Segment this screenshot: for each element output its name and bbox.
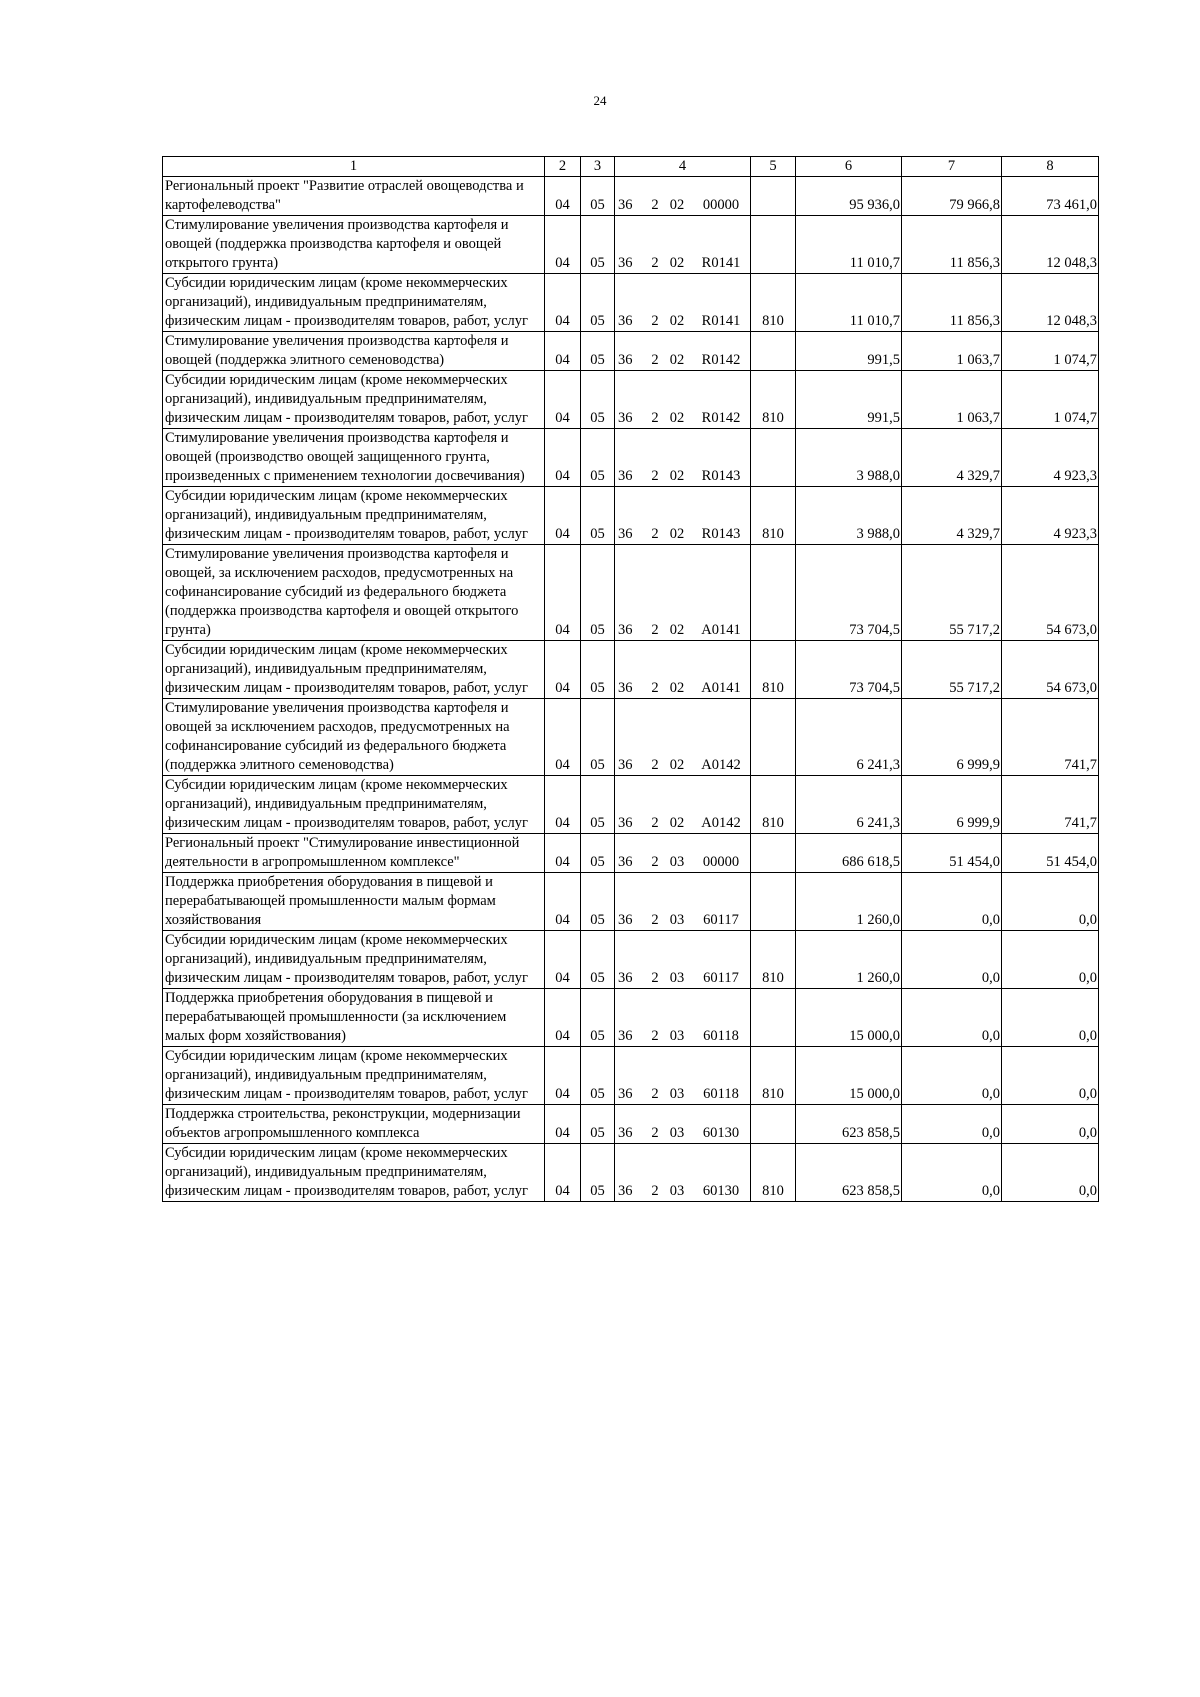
target-article-code	[615, 216, 751, 274]
project-code: 02	[669, 526, 685, 542]
subprogram-code: 2	[651, 313, 659, 329]
section-code: 04	[545, 487, 581, 545]
project-code: 02	[669, 352, 685, 368]
direction-code: А0142	[701, 815, 741, 831]
row-name: Стимулирование увеличения производства картофеля и овощей (производство овощей защищенного грунта, произведенных с применением технологии досвечивания)	[163, 429, 545, 487]
subsection-code: 05	[581, 1144, 615, 1202]
subprogram-code: 2	[651, 526, 659, 542]
subprogram-code: 2	[651, 912, 659, 928]
amount-year-3: 0,0	[1002, 931, 1099, 989]
program-code: 36	[618, 854, 633, 870]
amount-year-3: 54 673,0	[1002, 641, 1099, 699]
direction-code: 60117	[703, 970, 739, 986]
target-article-code	[615, 332, 751, 371]
direction-code: 60118	[703, 1086, 739, 1102]
project-code: 03	[669, 970, 685, 986]
subsection-code: 05	[581, 545, 615, 641]
table-row	[163, 989, 1099, 1047]
direction-code: R0141	[701, 313, 741, 329]
row-name: Поддержка приобретения оборудования в пищевой и перерабатывающей промышленности малым формам хозяйствования	[163, 873, 545, 931]
row-name: Поддержка строительства, реконструкции, модернизации объектов агропромышленного комплекса	[163, 1105, 545, 1144]
project-code: 02	[669, 680, 685, 696]
subprogram-code: 2	[651, 854, 659, 870]
section-code: 04	[545, 776, 581, 834]
program-code: 36	[618, 468, 633, 484]
amount-year-2: 4 329,7	[902, 429, 1002, 487]
amount-year-1: 3 988,0	[796, 429, 902, 487]
subsection-code: 05	[581, 873, 615, 931]
project-code: 02	[669, 815, 685, 831]
expense-type-code: 810	[751, 776, 796, 834]
amount-year-3: 12 048,3	[1002, 216, 1099, 274]
expense-type-code: 810	[751, 487, 796, 545]
amount-year-2: 0,0	[902, 1047, 1002, 1105]
direction-code: 60130	[702, 1125, 740, 1141]
subsection-code: 05	[581, 699, 615, 776]
amount-year-3: 12 048,3	[1002, 274, 1099, 332]
column-header: 3	[581, 157, 615, 177]
expense-type-code	[751, 989, 796, 1047]
section-code: 04	[545, 1144, 581, 1202]
table-row	[163, 487, 1099, 545]
row-name: Субсидии юридическим лицам (кроме некоммерческих организаций), индивидуальным предпринимателям, физическим лицам - производителям товаров, работ, услуг	[163, 641, 545, 699]
amount-year-3: 741,7	[1002, 699, 1099, 776]
project-code: 02	[669, 255, 685, 271]
table-row	[163, 332, 1099, 371]
amount-year-3: 4 923,3	[1002, 487, 1099, 545]
amount-year-2: 0,0	[902, 931, 1002, 989]
row-name: Субсидии юридическим лицам (кроме некоммерческих организаций), индивидуальным предпринимателям, физическим лицам - производителям товаров, работ, услуг	[163, 1047, 545, 1105]
amount-year-2: 1 063,7	[902, 371, 1002, 429]
amount-year-1: 6 241,3	[796, 776, 902, 834]
amount-year-1: 11 010,7	[796, 216, 902, 274]
direction-code: R0142	[701, 352, 741, 368]
project-code: 02	[669, 313, 685, 329]
table-row	[163, 274, 1099, 332]
expense-type-code	[751, 429, 796, 487]
amount-year-1: 95 936,0	[796, 177, 902, 216]
row-name: Субсидии юридическим лицам (кроме некоммерческих организаций), индивидуальным предпринимателям, физическим лицам - производителям товаров, работ, услуг	[163, 1144, 545, 1202]
budget-table	[162, 156, 1099, 1202]
section-code: 04	[545, 699, 581, 776]
program-code: 36	[618, 622, 633, 638]
program-code: 36	[618, 970, 633, 986]
section-code: 04	[545, 834, 581, 873]
amount-year-1: 11 010,7	[796, 274, 902, 332]
table-row	[163, 834, 1099, 873]
amount-year-2: 6 999,9	[902, 699, 1002, 776]
amount-year-3: 4 923,3	[1002, 429, 1099, 487]
amount-year-2: 0,0	[902, 989, 1002, 1047]
amount-year-3: 0,0	[1002, 989, 1099, 1047]
expense-type-code: 810	[751, 1047, 796, 1105]
program-code: 36	[618, 680, 633, 696]
subprogram-code: 2	[651, 1183, 659, 1199]
subprogram-code: 2	[651, 1125, 659, 1141]
project-code: 03	[669, 1183, 685, 1199]
column-header: 7	[902, 157, 1002, 177]
column-header-row	[163, 157, 1099, 177]
expense-type-code	[751, 177, 796, 216]
subsection-code: 05	[581, 487, 615, 545]
amount-year-1: 623 858,5	[796, 1105, 902, 1144]
row-name: Субсидии юридическим лицам (кроме некоммерческих организаций), индивидуальным предпринимателям, физическим лицам - производителям товаров, работ, услуг	[163, 487, 545, 545]
column-header: 6	[796, 157, 902, 177]
direction-code: А0141	[701, 622, 741, 638]
subsection-code: 05	[581, 1105, 615, 1144]
subsection-code: 05	[581, 776, 615, 834]
subprogram-code: 2	[651, 1086, 659, 1102]
target-article-code	[615, 873, 751, 931]
expense-type-code	[751, 216, 796, 274]
row-name: Стимулирование увеличения производства картофеля и овощей за исключением расходов, предусмотренных на софинансирование субсидий из федерального бюджета (поддержка элитного семеноводства)	[163, 699, 545, 776]
amount-year-2: 4 329,7	[902, 487, 1002, 545]
direction-code: 00000	[702, 854, 740, 870]
amount-year-2: 51 454,0	[902, 834, 1002, 873]
amount-year-1: 73 704,5	[796, 641, 902, 699]
subprogram-code: 2	[651, 622, 659, 638]
direction-code: А0142	[701, 757, 741, 773]
column-header: 5	[751, 157, 796, 177]
amount-year-3: 0,0	[1002, 1047, 1099, 1105]
amount-year-1: 1 260,0	[796, 931, 902, 989]
section-code: 04	[545, 989, 581, 1047]
column-header: 2	[545, 157, 581, 177]
subprogram-code: 2	[651, 757, 659, 773]
amount-year-2: 55 717,2	[902, 545, 1002, 641]
target-article-code	[615, 834, 751, 873]
amount-year-2: 6 999,9	[902, 776, 1002, 834]
subsection-code: 05	[581, 216, 615, 274]
program-code: 36	[618, 313, 633, 329]
target-article-code	[615, 989, 751, 1047]
direction-code: 60117	[703, 912, 739, 928]
row-name: Стимулирование увеличения производства картофеля и овощей, за исключением расходов, предусмотренных на софинансирование субсидий из федерального бюджета (поддержка производства картофеля и овощей открытого грунта)	[163, 545, 545, 641]
subsection-code: 05	[581, 332, 615, 371]
program-code: 36	[618, 1086, 633, 1102]
column-header: 8	[1002, 157, 1099, 177]
subsection-code: 05	[581, 429, 615, 487]
subsection-code: 05	[581, 931, 615, 989]
project-code: 02	[669, 622, 685, 638]
project-code: 03	[669, 854, 685, 870]
subprogram-code: 2	[651, 255, 659, 271]
target-article-code	[615, 545, 751, 641]
table-row	[163, 1047, 1099, 1105]
amount-year-2: 11 856,3	[902, 216, 1002, 274]
expense-type-code	[751, 545, 796, 641]
amount-year-3: 1 074,7	[1002, 371, 1099, 429]
project-code: 03	[669, 1125, 685, 1141]
amount-year-2: 0,0	[902, 1144, 1002, 1202]
amount-year-1: 1 260,0	[796, 873, 902, 931]
section-code: 04	[545, 545, 581, 641]
row-name: Поддержка приобретения оборудования в пищевой и перерабатывающей промышленности (за исключением малых форм хозяйствования)	[163, 989, 545, 1047]
project-code: 02	[669, 197, 685, 213]
amount-year-3: 73 461,0	[1002, 177, 1099, 216]
table-row	[163, 776, 1099, 834]
expense-type-code: 810	[751, 931, 796, 989]
subprogram-code: 2	[651, 815, 659, 831]
target-article-code	[615, 371, 751, 429]
amount-year-3: 0,0	[1002, 1144, 1099, 1202]
table-row	[163, 1105, 1099, 1144]
amount-year-1: 73 704,5	[796, 545, 902, 641]
expense-type-code	[751, 332, 796, 371]
program-code: 36	[618, 526, 633, 542]
project-code: 02	[669, 757, 685, 773]
row-name: Субсидии юридическим лицам (кроме некоммерческих организаций), индивидуальным предпринимателям, физическим лицам - производителям товаров, работ, услуг	[163, 274, 545, 332]
direction-code: 60118	[703, 1028, 739, 1044]
section-code: 04	[545, 274, 581, 332]
program-code: 36	[618, 1183, 633, 1199]
page-number: 24	[593, 93, 607, 108]
subsection-code: 05	[581, 371, 615, 429]
subsection-code: 05	[581, 641, 615, 699]
target-article-code	[615, 1105, 751, 1144]
project-code: 02	[669, 410, 685, 426]
table-row	[163, 545, 1099, 641]
row-name: Субсидии юридическим лицам (кроме некоммерческих организаций), индивидуальным предпринимателям, физическим лицам - производителям товаров, работ, услуг	[163, 371, 545, 429]
program-code: 36	[618, 912, 633, 928]
section-code: 04	[545, 332, 581, 371]
amount-year-2: 79 966,8	[902, 177, 1002, 216]
target-article-code	[615, 699, 751, 776]
program-code: 36	[618, 757, 633, 773]
subprogram-code: 2	[651, 410, 659, 426]
expense-type-code	[751, 1105, 796, 1144]
section-code: 04	[545, 429, 581, 487]
target-article-code	[615, 274, 751, 332]
section-code: 04	[545, 177, 581, 216]
target-article-code	[615, 1144, 751, 1202]
subprogram-code: 2	[651, 468, 659, 484]
target-article-code	[615, 776, 751, 834]
amount-year-1: 6 241,3	[796, 699, 902, 776]
direction-code: R0141	[701, 255, 741, 271]
project-code: 03	[669, 1086, 685, 1102]
amount-year-1: 991,5	[796, 332, 902, 371]
direction-code: А0141	[701, 680, 741, 696]
expense-type-code	[751, 699, 796, 776]
amount-year-1: 15 000,0	[796, 989, 902, 1047]
expense-type-code	[751, 834, 796, 873]
table-row	[163, 931, 1099, 989]
amount-year-1: 686 618,5	[796, 834, 902, 873]
row-name: Региональный проект "Стимулирование инвестиционной деятельности в агропромышленном комплексе"	[163, 834, 545, 873]
subsection-code: 05	[581, 274, 615, 332]
target-article-code	[615, 177, 751, 216]
expense-type-code: 810	[751, 1144, 796, 1202]
column-header: 1	[163, 157, 545, 177]
target-article-code	[615, 487, 751, 545]
section-code: 04	[545, 1047, 581, 1105]
project-code: 02	[669, 468, 685, 484]
row-name: Субсидии юридическим лицам (кроме некоммерческих организаций), индивидуальным предпринимателям, физическим лицам - производителям товаров, работ, услуг	[163, 776, 545, 834]
table-row	[163, 371, 1099, 429]
amount-year-3: 54 673,0	[1002, 545, 1099, 641]
section-code: 04	[545, 873, 581, 931]
amount-year-1: 15 000,0	[796, 1047, 902, 1105]
amount-year-2: 0,0	[902, 1105, 1002, 1144]
section-code: 04	[545, 371, 581, 429]
table-row	[163, 216, 1099, 274]
subprogram-code: 2	[651, 197, 659, 213]
project-code: 03	[669, 1028, 685, 1044]
table-row	[163, 177, 1099, 216]
amount-year-3: 0,0	[1002, 873, 1099, 931]
direction-code: R0143	[701, 468, 741, 484]
subprogram-code: 2	[651, 1028, 659, 1044]
subprogram-code: 2	[651, 970, 659, 986]
table-row	[163, 1144, 1099, 1202]
amount-year-3: 0,0	[1002, 1105, 1099, 1144]
direction-code: R0142	[701, 410, 741, 426]
project-code: 03	[669, 912, 685, 928]
amount-year-2: 55 717,2	[902, 641, 1002, 699]
program-code: 36	[618, 1125, 633, 1141]
table-row	[163, 429, 1099, 487]
subsection-code: 05	[581, 834, 615, 873]
program-code: 36	[618, 255, 633, 271]
row-name: Региональный проект "Развитие отраслей овощеводства и картофелеводства"	[163, 177, 545, 216]
section-code: 04	[545, 1105, 581, 1144]
program-code: 36	[618, 197, 633, 213]
table-row	[163, 699, 1099, 776]
amount-year-2: 1 063,7	[902, 332, 1002, 371]
subsection-code: 05	[581, 177, 615, 216]
amount-year-3: 1 074,7	[1002, 332, 1099, 371]
expense-type-code	[751, 873, 796, 931]
table-row	[163, 873, 1099, 931]
section-code: 04	[545, 216, 581, 274]
subprogram-code: 2	[651, 352, 659, 368]
target-article-code	[615, 931, 751, 989]
subsection-code: 05	[581, 989, 615, 1047]
program-code: 36	[618, 815, 633, 831]
amount-year-1: 991,5	[796, 371, 902, 429]
expense-type-code: 810	[751, 274, 796, 332]
column-header: 4	[615, 157, 751, 177]
table-row	[163, 641, 1099, 699]
amount-year-2: 11 856,3	[902, 274, 1002, 332]
expense-type-code: 810	[751, 641, 796, 699]
amount-year-1: 3 988,0	[796, 487, 902, 545]
direction-code: 00000	[702, 197, 740, 213]
target-article-code	[615, 641, 751, 699]
amount-year-3: 51 454,0	[1002, 834, 1099, 873]
program-code: 36	[618, 352, 633, 368]
program-code: 36	[618, 410, 633, 426]
section-code: 04	[545, 641, 581, 699]
row-name: Стимулирование увеличения производства картофеля и овощей (поддержка производства картофеля и овощей открытого грунта)	[163, 216, 545, 274]
table-body	[163, 177, 1099, 1202]
row-name: Стимулирование увеличения производства картофеля и овощей (поддержка элитного семеноводства)	[163, 332, 545, 371]
direction-code: 60130	[702, 1183, 740, 1199]
program-code: 36	[618, 1028, 633, 1044]
row-name: Субсидии юридическим лицам (кроме некоммерческих организаций), индивидуальным предпринимателям, физическим лицам - производителям товаров, работ, услуг	[163, 931, 545, 989]
subprogram-code: 2	[651, 680, 659, 696]
target-article-code	[615, 429, 751, 487]
amount-year-2: 0,0	[902, 873, 1002, 931]
direction-code: R0143	[701, 526, 741, 542]
amount-year-3: 741,7	[1002, 776, 1099, 834]
section-code: 04	[545, 931, 581, 989]
target-article-code	[615, 1047, 751, 1105]
expense-type-code: 810	[751, 371, 796, 429]
amount-year-1: 623 858,5	[796, 1144, 902, 1202]
subsection-code: 05	[581, 1047, 615, 1105]
